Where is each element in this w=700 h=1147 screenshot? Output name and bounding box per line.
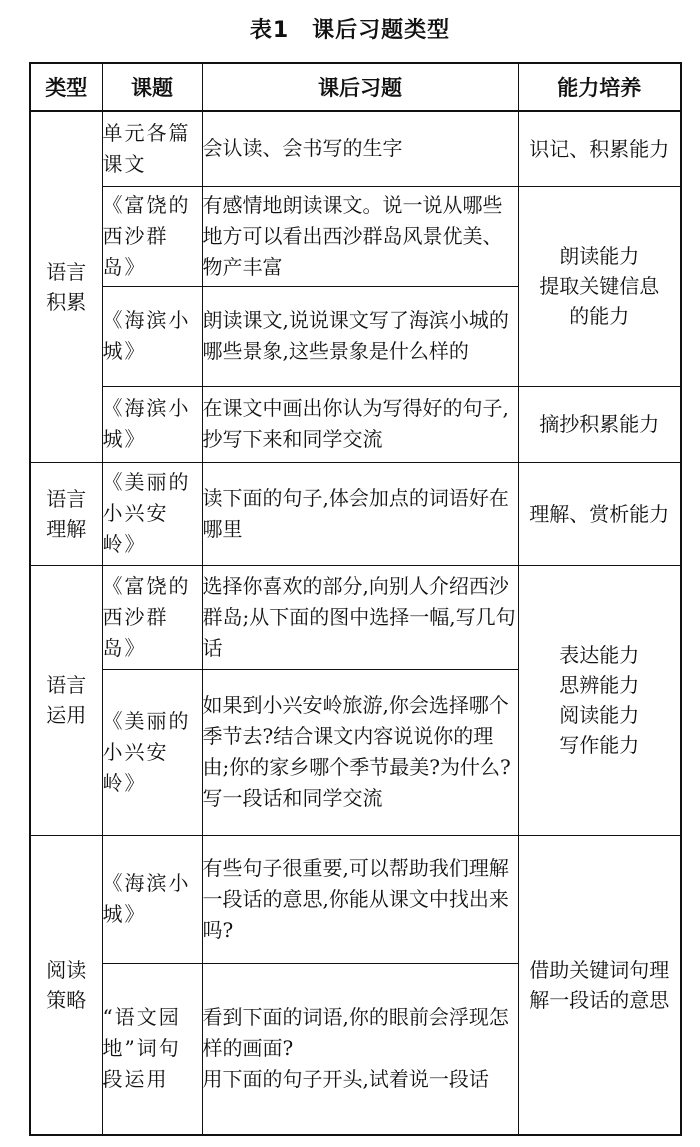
lesson-cell: 《海滨小城》 (102, 386, 202, 462)
lesson-cell: 《富饶的西沙群岛》 (102, 565, 202, 669)
type-cell (30, 565, 102, 835)
exercise-type-table (29, 62, 682, 1136)
exercise-cell: 有感情地朗读课文。说一说从哪些地方可以看出西沙群岛风景优美、物产丰富 (202, 186, 518, 286)
ability-line: 朗读能力 (559, 244, 640, 268)
lesson-cell: 单元各篇课文 (102, 111, 202, 186)
lesson-cell: “语文园地”词句段运用 (102, 963, 202, 1135)
ability-line: 理解、赏析能力 (529, 501, 670, 526)
exercise-cell: 会认读、会书写的生字 (202, 111, 518, 186)
table-row (30, 186, 681, 286)
type-cell (30, 111, 102, 462)
ability-cell (518, 186, 681, 386)
exercise-cell: 朗读课文,说说课文写了海滨小城的哪些景象,这些景象是什么样的 (202, 286, 518, 386)
ability-line: 写作能力 (559, 733, 640, 757)
header-ability: 能力培养 (518, 63, 681, 111)
ability-line: 思辨能力 (559, 673, 640, 697)
ability-line: 的能力 (569, 304, 630, 328)
header-row (30, 63, 681, 111)
ability-cell (518, 111, 681, 186)
ability-cell (518, 565, 681, 835)
ability-line: 表达能力 (559, 643, 640, 667)
exercise-line: 用下面的句子开头,试着说一段话 (202, 1067, 489, 1092)
ability-line: 提取关键信息 (539, 274, 660, 298)
lesson-cell: 《富饶的西沙群岛》 (102, 186, 202, 286)
ability-cell (518, 386, 681, 462)
table-row (30, 386, 681, 462)
table-row (30, 565, 681, 669)
header-lesson: 课题 (102, 63, 202, 111)
table-row (30, 111, 681, 186)
type-label: 语言运用 (46, 673, 87, 727)
exercise-cell: 读下面的句子,体会加点的词语好在哪里 (202, 462, 518, 565)
type-cell (30, 835, 102, 1135)
ability-cell (518, 835, 681, 1135)
type-cell (30, 462, 102, 565)
type-label: 语言积累 (46, 259, 87, 314)
exercise-line: 有些句子很重要,可以帮助我们理解一段话的意思,你能从课文中找出来吗? (202, 855, 509, 942)
ability-line: 阅读能力 (559, 703, 640, 727)
ability-cell (518, 462, 681, 565)
ability-line: 识记、积累能力 (529, 136, 670, 161)
table-row (30, 462, 681, 565)
lesson-cell: 《美丽的小兴安岭》 (102, 669, 202, 835)
type-label: 语言理解 (46, 486, 87, 541)
table-caption: 表1 课后习题类型 (249, 18, 451, 43)
type-label: 阅读策略 (46, 957, 87, 1012)
exercise-line: 看到下面的词语,你的眼前会浮现怎样的画面? (202, 1005, 509, 1061)
header-type: 类型 (30, 63, 102, 111)
ability-line: 摘抄积累能力 (539, 412, 660, 436)
lesson-cell: 《海滨小城》 (102, 835, 202, 963)
exercise-cell: 如果到小兴安岭旅游,你会选择哪个季节去?结合课文内容说说你的理由;你的家乡哪个季节最美?为什么?写一段话和同学交流 (202, 669, 518, 835)
exercise-cell (202, 963, 518, 1135)
ability-line: 借助关键词句理 (529, 957, 670, 982)
lesson-cell: 《美丽的小兴安岭》 (102, 462, 202, 565)
exercise-cell (202, 835, 518, 963)
table-row (30, 835, 681, 963)
exercise-cell: 选择你喜欢的部分,向别人介绍西沙群岛;从下面的图中选择一幅,写几句话 (202, 565, 518, 669)
header-exercise: 课后习题 (202, 63, 518, 111)
ability-line: 解一段话的意思 (529, 987, 670, 1012)
exercise-cell: 在课文中画出你认为写得好的句子,抄写下来和同学交流 (202, 386, 518, 462)
lesson-cell: 《海滨小城》 (102, 286, 202, 386)
